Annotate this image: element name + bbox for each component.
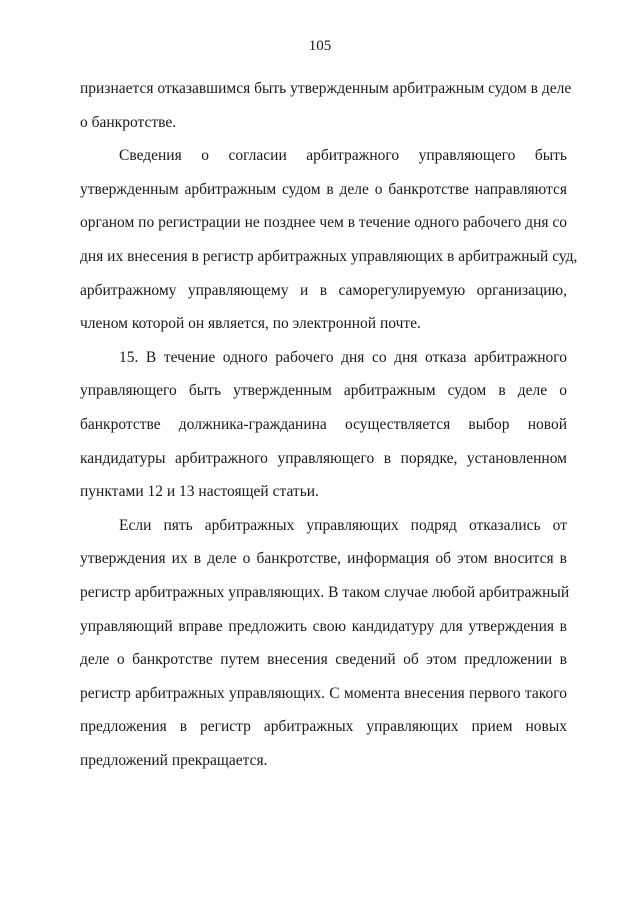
text-line: управляющий вправе предложить свою кандидатуру для утверждения в — [80, 617, 567, 635]
text-line: утвержденным арбитражным судом в деле о банкротстве направляются — [80, 180, 567, 198]
page-number: 105 — [308, 38, 332, 54]
paragraph — [80, 509, 570, 778]
text-line: дня их внесения в регистр арбитражных управляющих в арбитражный суд, — [80, 247, 578, 265]
text-line: Сведения о согласии арбитражного управляющего быть — [119, 147, 567, 165]
text-line: Если пять арбитражных управляющих подряд отказались от — [119, 516, 567, 534]
text-line: утверждения их в деле о банкротстве, информация об этом вносится в — [80, 550, 567, 568]
text-line: кандидатуры арбитражного управляющего в порядке, установленном — [80, 449, 567, 467]
paragraph — [80, 139, 578, 341]
text-line: признается отказавшимся быть утвержденным арбитражным судом в деле — [80, 80, 572, 97]
paragraph — [80, 341, 567, 509]
text-line: банкротстве должника-гражданина осуществляется выбор новой — [80, 415, 567, 433]
text-line: регистр арбитражных управляющих. В таком случае любой арбитражный — [80, 583, 570, 601]
text-line: деле о банкротстве путем внесения сведений об этом предложении в — [80, 651, 567, 669]
text-line: арбитражному управляющему и в саморегулируемую организацию, — [80, 281, 567, 299]
text-line: управляющего быть утвержденным арбитражным судом в деле о — [80, 382, 567, 400]
text-line: 15. В течение одного рабочего дня со дня отказа арбитражного — [119, 348, 567, 366]
text-line: предложения в регистр арбитражных управляющих прием новых — [80, 718, 567, 736]
text-line: предложений прекращается. — [80, 751, 268, 769]
text-line: членом которой он является, по электронной почте. — [80, 315, 421, 333]
text-line: о банкротстве. — [80, 113, 177, 131]
text-line: регистр арбитражных управляющих. С момента внесения первого такого — [80, 684, 567, 702]
text-line: пунктами 12 и 13 настоящей статьи. — [80, 483, 319, 501]
paragraph — [80, 72, 572, 139]
text-line: органом по регистрации не позднее чем в течение одного рабочего дня со — [80, 214, 567, 232]
document-body — [80, 72, 578, 777]
